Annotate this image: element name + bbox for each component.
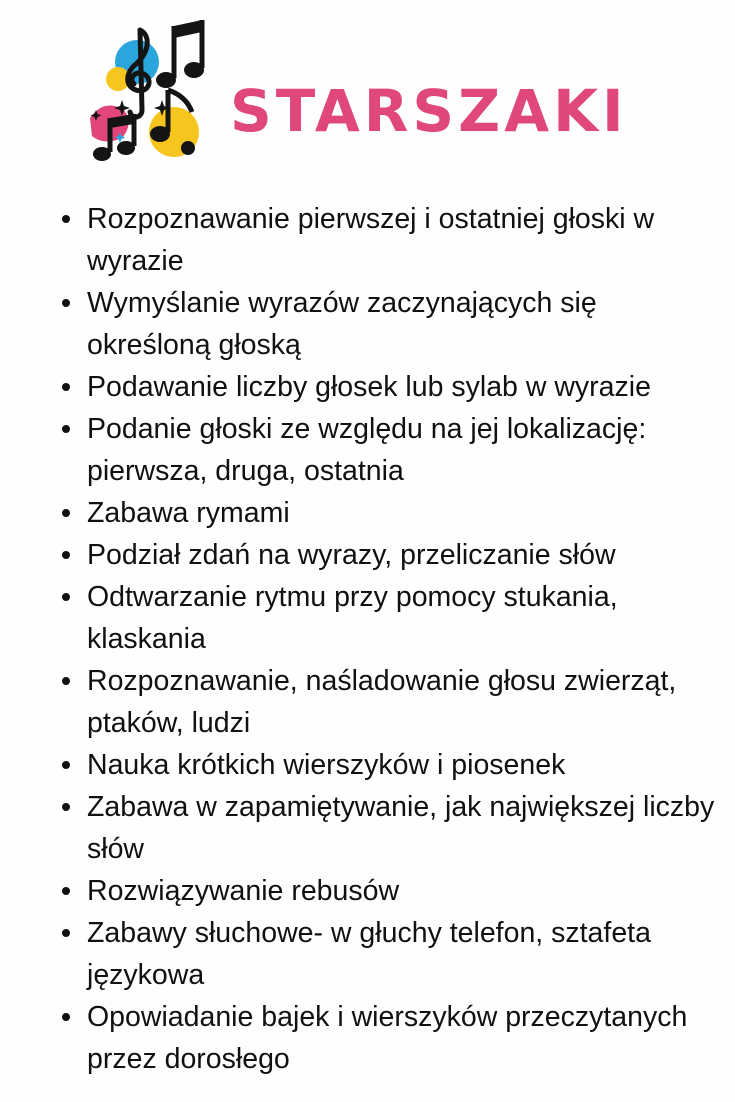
list-item: Odtwarzanie rytmu przy pomocy stukania, klaskania: [58, 576, 718, 660]
header: [82, 14, 682, 164]
list-item: Podział zdań na wyrazy, przeliczanie słów: [58, 534, 718, 576]
list-item: Wymyślanie wyrazów zaczynających się określoną głoską: [58, 282, 718, 366]
list-item: Zabawa w zapamiętywanie, jak największej liczby słów: [58, 786, 718, 870]
music-notes-icon: [82, 14, 207, 164]
skills-list: [58, 198, 718, 1080]
list-item: Rozpoznawanie, naśladowanie głosu zwierząt, ptaków, ludzi: [58, 660, 718, 744]
list-item: Rozwiązywanie rebusów: [58, 870, 718, 912]
list-item: Zabawa rymami: [58, 492, 718, 534]
list-item: Podawanie liczby głosek lub sylab w wyrazie: [58, 366, 718, 408]
list-item: Podanie głoski ze względu na jej lokalizację: pierwsza, druga, ostatnia: [58, 408, 718, 492]
list-item: Nauka krótkich wierszyków i piosenek: [58, 744, 718, 786]
list-item: Opowiadanie bajek i wierszyków przeczytanych przez dorosłego: [58, 996, 718, 1080]
page-title: STARSZAKI: [230, 77, 628, 145]
list-item: Zabawy słuchowe- w głuchy telefon, sztafeta językowa: [58, 912, 718, 996]
list-item: Rozpoznawanie pierwszej i ostatniej głoski w wyrazie: [58, 198, 718, 282]
